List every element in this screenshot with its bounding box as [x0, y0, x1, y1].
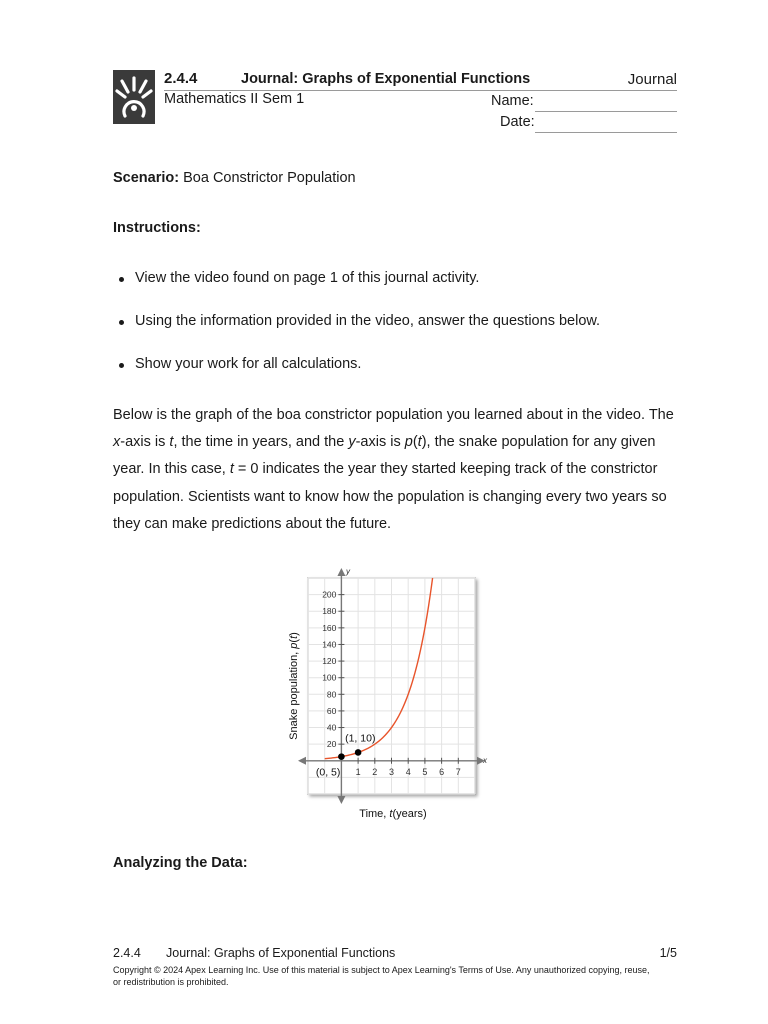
journal-title: Journal: Graphs of Exponential Functions — [241, 71, 531, 87]
apex-logo — [113, 70, 155, 124]
para-var: t — [229, 461, 234, 478]
x-axis-label: Time, t(years) — [359, 808, 427, 820]
y-tick-label: 20 — [326, 739, 337, 750]
point-label: (0, 5) — [315, 766, 341, 779]
footer-title: Journal: Graphs of Exponential Functions — [166, 946, 396, 960]
name-field[interactable] — [535, 111, 677, 112]
para-text: -axis is — [120, 434, 170, 451]
analyzing-heading: Analyzing the Data: — [113, 855, 248, 871]
para-var: x — [113, 434, 121, 451]
instruction-item: Using the information provided in the video, answer the questions below. — [113, 313, 600, 356]
y-tick-label: 80 — [326, 689, 337, 700]
para-var: t — [417, 434, 422, 451]
x-tick-label: 3 — [388, 766, 395, 777]
para-text: -axis is — [355, 434, 405, 451]
para-var: t — [169, 434, 174, 451]
date-label: Date: — [500, 114, 535, 130]
x-tick-label: 1 — [355, 766, 361, 777]
activity-type: Journal — [627, 71, 677, 88]
y-tick-label: 60 — [326, 705, 337, 716]
para-sentence: Below is the graph of the boa constrictor population you learned about in the video. — [113, 407, 646, 423]
y-tick-label: 160 — [322, 622, 337, 633]
scenario-text: Boa Constrictor Population — [183, 170, 356, 186]
population-chart-svg — [280, 562, 495, 824]
para-var: y — [348, 434, 356, 451]
course-name: Mathematics II Sem 1 — [164, 91, 305, 107]
y-tick-label: 140 — [322, 639, 337, 650]
point-label: (1, 10) — [345, 732, 376, 745]
y-axis-letter: y — [346, 567, 350, 576]
date-field[interactable] — [535, 132, 677, 133]
para-text: ( — [412, 434, 418, 451]
instructions-heading: Instructions: — [113, 220, 201, 236]
y-tick-label: 200 — [322, 589, 337, 600]
para-text: = 0 indicates the year they started keeping track of the constrictor population. Scientists want to know how the population is changing every two years so they can make predictions about the future. — [113, 461, 667, 532]
x-tick-label: 6 — [439, 766, 445, 777]
y-axis-arrow-down — [337, 796, 345, 804]
instructions-list — [113, 270, 600, 399]
instruction-item: View the video found on page 1 of this journal activity. — [113, 270, 600, 313]
scenario — [113, 170, 356, 186]
x-axis-arrow-left — [298, 757, 306, 765]
x-tick-label: 7 — [455, 766, 461, 777]
para-text: The — [648, 407, 674, 423]
y-tick-label: 120 — [322, 656, 337, 667]
para-var: p — [404, 434, 413, 451]
y-tick-label: 40 — [326, 722, 337, 733]
population-graph — [280, 562, 495, 824]
y-tick-label: 180 — [322, 606, 337, 617]
y-axis-label: Snake population, p(t) — [288, 632, 300, 740]
data-point — [355, 749, 362, 756]
copyright-notice: Copyright © 2024 Apex Learning Inc. Use of this material is subject to Apex Learning's Terms of Use. Any unauthorized copying, reuse, or redistribution is prohibited. — [113, 965, 650, 987]
data-point — [338, 753, 345, 760]
x-tick-label: 4 — [405, 766, 411, 777]
name-label: Name: — [491, 93, 534, 109]
graph-description — [113, 402, 683, 538]
lesson-number: 2.4.4 — [164, 70, 198, 87]
x-axis-letter: x — [483, 756, 487, 765]
footer-lesson-number: 2.4.4 — [113, 946, 141, 960]
y-tick-label: 100 — [322, 672, 337, 683]
x-tick-label: 2 — [372, 766, 378, 777]
instruction-item: Show your work for all calculations. — [113, 356, 600, 399]
y-axis-arrow-up — [337, 568, 345, 576]
para-text: ), the snake population for any given year. In this case, — [113, 434, 656, 478]
para-text: , the time in years, and the — [173, 434, 349, 451]
page-number: 1/5 — [659, 946, 677, 960]
x-tick-label: 5 — [422, 766, 428, 777]
scenario-label: Scenario: — [113, 170, 180, 186]
